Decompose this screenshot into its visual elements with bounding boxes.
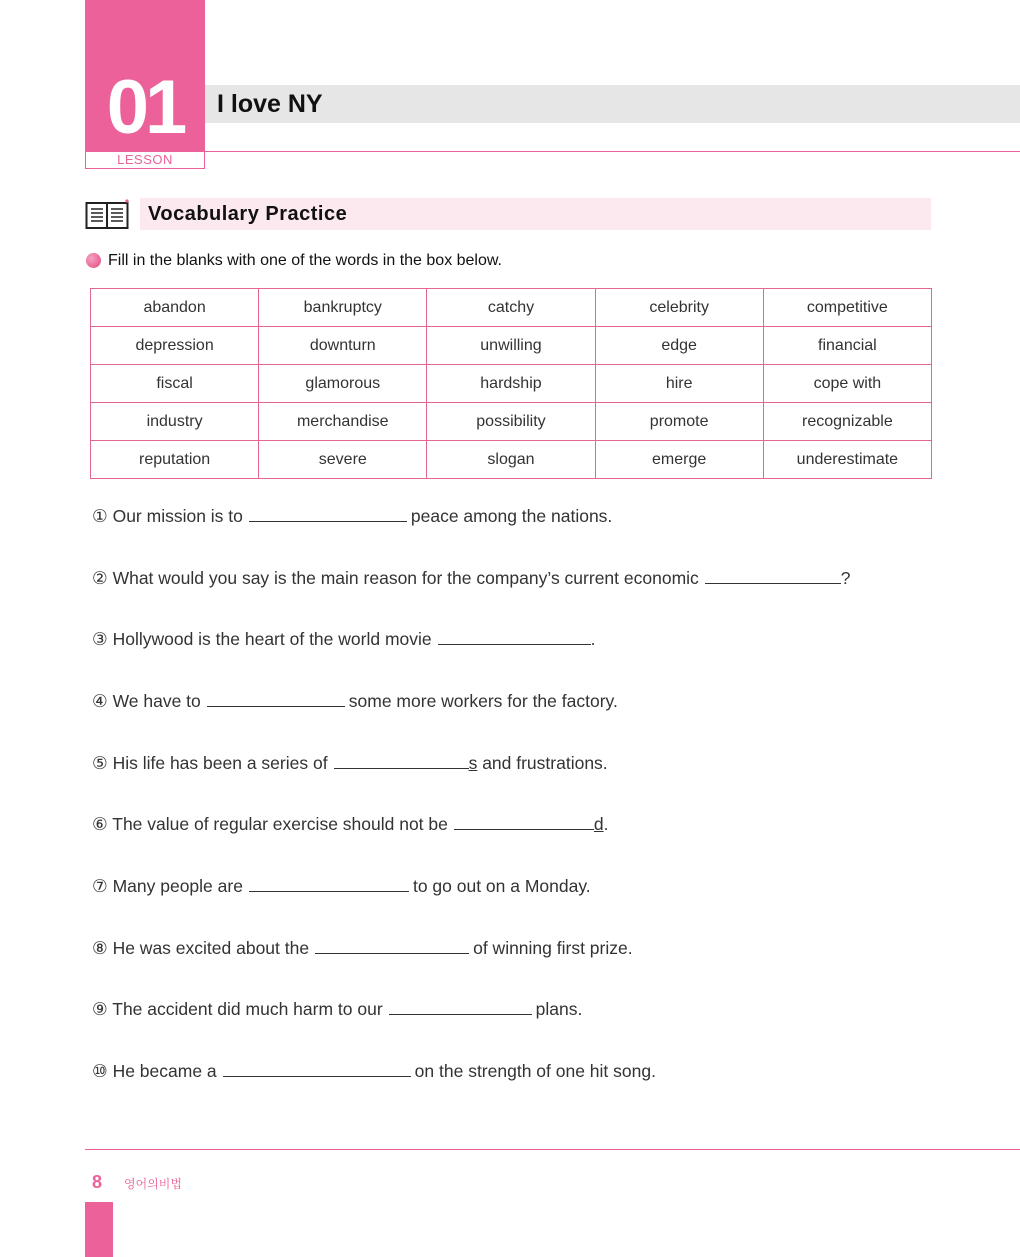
question-text-before: His life has been a series of (112, 753, 328, 773)
word-cell: downturn (259, 327, 427, 365)
word-cell: fiscal (91, 365, 259, 403)
question-item (92, 1060, 656, 1082)
question-number: ⑩ (92, 1061, 108, 1081)
word-cell: glamorous (259, 365, 427, 403)
answer-suffix: s (468, 753, 478, 773)
question-item (92, 813, 608, 835)
word-cell: hire (595, 365, 763, 403)
lesson-title-bar (205, 85, 1020, 123)
question-text-after: . (603, 814, 609, 834)
word-cell: recognizable (763, 403, 931, 441)
question-item (92, 937, 633, 959)
word-cell: edge (595, 327, 763, 365)
word-cell: celebrity (595, 289, 763, 327)
bullet-icon (86, 253, 101, 268)
word-cell: industry (91, 403, 259, 441)
question-number: ② (92, 568, 108, 588)
word-cell: unwilling (427, 327, 595, 365)
question-text-after: of winning first prize. (473, 938, 633, 958)
lesson-title: I love NY (217, 90, 323, 118)
question-item (92, 505, 612, 527)
question-text-after: some more workers for the factory. (348, 691, 618, 711)
answer-blank[interactable] (223, 1060, 411, 1077)
word-cell: abandon (91, 289, 259, 327)
word-cell: competitive (763, 289, 931, 327)
word-cell: hardship (427, 365, 595, 403)
word-cell: financial (763, 327, 931, 365)
question-text-after: plans. (535, 999, 583, 1019)
question-number: ⑤ (92, 753, 108, 773)
question-text-before: The value of regular exercise should not be (112, 814, 448, 834)
answer-blank[interactable] (249, 505, 407, 522)
question-text-before: Hollywood is the heart of the world movie (112, 629, 432, 649)
book-icon (85, 199, 129, 231)
footer-tab (85, 1202, 113, 1257)
word-cell: severe (259, 441, 427, 479)
word-cell: cope with (763, 365, 931, 403)
answer-blank[interactable] (249, 875, 409, 892)
question-item (92, 628, 596, 650)
question-text-after: to go out on a Monday. (412, 876, 591, 896)
question-text-before: The accident did much harm to our (112, 999, 383, 1019)
question-text-before: He became a (112, 1061, 217, 1081)
question-item (92, 875, 591, 897)
question-number: ⑦ (92, 876, 108, 896)
question-number: ⑨ (92, 999, 108, 1019)
answer-blank[interactable] (315, 937, 469, 954)
section-title: Vocabulary Practice (148, 203, 348, 225)
question-text-after: and frustrations. (482, 753, 608, 773)
question-text-after: on the strength of one hit song. (414, 1061, 656, 1081)
question-item (92, 690, 618, 712)
book-name: 영어의비법 (124, 1177, 182, 1191)
question-text-after: ? (840, 568, 851, 588)
question-number: ③ (92, 629, 108, 649)
answer-blank[interactable] (389, 998, 532, 1015)
footer-divider (85, 1149, 1020, 1150)
question-text-after: peace among the nations. (410, 506, 613, 526)
lesson-number: 01 (106, 65, 184, 150)
word-cell: emerge (595, 441, 763, 479)
word-box-table (90, 288, 932, 479)
question-text-after: . (590, 629, 596, 649)
word-cell: promote (595, 403, 763, 441)
lesson-label: LESSON (86, 152, 204, 168)
word-cell: underestimate (763, 441, 931, 479)
question-item (92, 567, 851, 589)
question-item (92, 752, 608, 774)
section-title-bar (140, 198, 931, 230)
question-number: ⑥ (92, 814, 108, 834)
page-number: 8 (92, 1172, 103, 1192)
answer-blank[interactable] (334, 752, 469, 769)
lesson-badge (85, 0, 205, 169)
question-number: ① (92, 506, 108, 526)
word-box-row (91, 327, 932, 365)
answer-blank[interactable] (454, 813, 594, 830)
word-cell: slogan (427, 441, 595, 479)
answer-suffix: d (593, 814, 604, 834)
word-cell: depression (91, 327, 259, 365)
answer-blank[interactable] (705, 567, 841, 584)
question-text-before: Our mission is to (112, 506, 243, 526)
question-number: ⑧ (92, 938, 108, 958)
question-number: ④ (92, 691, 108, 711)
question-text-before: What would you say is the main reason for the company’s current economic (112, 568, 699, 588)
answer-blank[interactable] (438, 628, 591, 645)
word-box-row (91, 441, 932, 479)
question-text-before: He was excited about the (112, 938, 310, 958)
question-text-before: We have to (112, 691, 201, 711)
word-cell: catchy (427, 289, 595, 327)
word-box-row (91, 289, 932, 327)
word-box-row (91, 365, 932, 403)
instruction-text: Fill in the blanks with one of the words in the box below. (108, 252, 502, 269)
word-cell: possibility (427, 403, 595, 441)
answer-blank[interactable] (207, 690, 345, 707)
word-cell: bankruptcy (259, 289, 427, 327)
header-divider (205, 151, 1020, 152)
question-text-before: Many people are (112, 876, 243, 896)
word-cell: reputation (91, 441, 259, 479)
word-cell: merchandise (259, 403, 427, 441)
word-box-row (91, 403, 932, 441)
question-item (92, 998, 582, 1020)
